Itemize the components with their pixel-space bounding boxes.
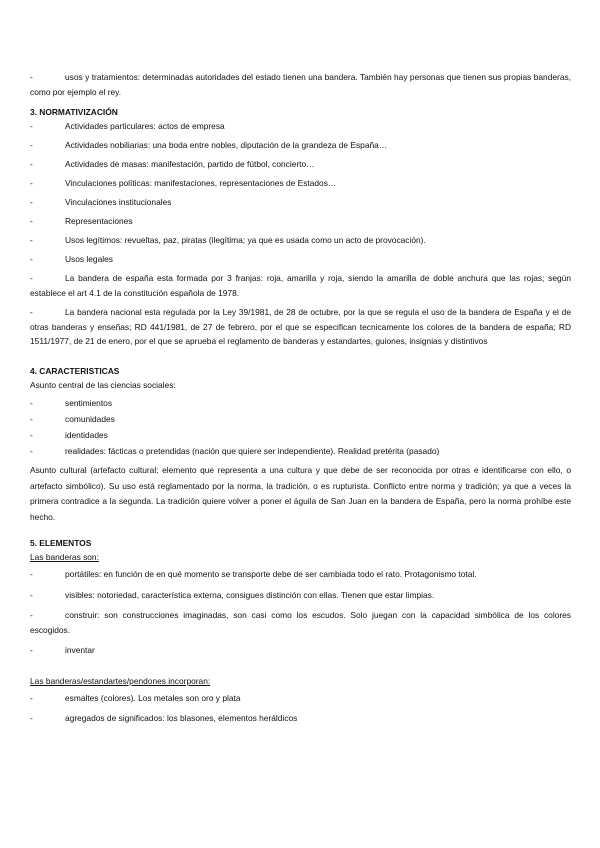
list-item-text: comunidades — [65, 414, 115, 424]
section-4-subtitle: Asunto central de las ciencias sociales: — [30, 379, 176, 390]
list-item-text: esmaltes (colores). Los metales son oro y plata — [65, 692, 241, 703]
flag-description-paragraph — [30, 271, 571, 300]
list-item-text: Actividades de masas: manifestación, partido de fútbol, concierto… — [65, 159, 315, 169]
bullet-dash: - — [30, 414, 33, 424]
bullet-dash: - — [30, 159, 33, 169]
list-item — [30, 176, 571, 191]
bullet-dash: - — [30, 692, 33, 703]
list-item — [30, 233, 571, 248]
section-3-heading: 3. NORMATIVIZACIÓN — [30, 107, 118, 117]
list-item-text: agregados de significados: los blasones, elementos heráldicos — [65, 713, 298, 723]
list-item — [30, 138, 571, 153]
list-item — [30, 252, 571, 267]
list-item — [30, 643, 571, 658]
flag-description-text: La bandera de españa esta formada por 3 franjas: roja, amarilla y roja, siendo la amarilla de doble anchura que las rojas; según establece el art 4.1 de la constitución española de 1978. — [30, 273, 571, 298]
bullet-dash: - — [30, 197, 33, 207]
bullet-dash: - — [30, 713, 33, 723]
list-item — [30, 711, 571, 726]
bullet-dash: - — [30, 140, 33, 150]
list-item-text: Vinculaciones institucionales — [65, 197, 172, 207]
list-item — [30, 427, 571, 443]
construir-text: construir: son construcciones imaginadas, son casi como los escudos. Solo juegan con la capacidad simbólica de los colores escogidos. — [30, 610, 571, 635]
intro-bullet-text: usos y tratamientos: determinadas autoridades del estado tienen una bandera. También hay personas que tienen sus propias banderas, como por ejemplo el rey. — [30, 72, 571, 97]
flag-law-paragraph — [30, 305, 571, 349]
list-item — [30, 411, 571, 427]
bullet-dash: - — [30, 446, 33, 456]
list-item — [30, 157, 571, 172]
bullet-dash: - — [30, 178, 33, 188]
list-item-text: Vinculaciones políticas: manifestaciones, representaciones de Estados… — [65, 178, 337, 188]
list-item-text: Actividades particulares: actos de empresa — [65, 121, 225, 131]
list-item-text: Usos legítimos: revueltas, paz, piratas (ilegítima; ya que es usada como un acto de provocación). — [65, 235, 426, 245]
list-item-text: realidades: fácticas o pretendidas (nación que quiere ser independiente). Realidad pretérita (pasado) — [65, 446, 440, 456]
bullet-dash: - — [30, 589, 33, 600]
bullet-dash: - — [30, 121, 33, 131]
construir-item — [30, 608, 571, 637]
list-item — [30, 119, 571, 134]
section-5-subheading-1: Las banderas son: — [30, 552, 99, 562]
bullet-dash: - — [30, 645, 33, 655]
bullet-dash: - — [30, 610, 33, 620]
list-item — [30, 691, 571, 706]
bullet-dash: - — [30, 235, 33, 245]
bullet-dash: - — [30, 398, 33, 408]
list-item — [30, 567, 571, 582]
list-item-text: Usos legales — [65, 254, 113, 264]
intro-bullet — [30, 70, 571, 99]
bullet-dash: - — [30, 216, 33, 226]
list-item-text: identidades — [65, 430, 108, 440]
bullet-dash: - — [30, 72, 33, 82]
list-item — [30, 588, 571, 603]
bullet-dash: - — [30, 254, 33, 264]
list-item-text: portátiles: en función de en qué momento se transporte debe de ser cambiada todo el rato. Protagonismo total. — [65, 569, 477, 579]
bullet-dash: - — [30, 273, 33, 283]
list-item — [30, 195, 571, 210]
section-5-subheading-2: Las banderas/estandartes/pendones incorporan: — [30, 675, 211, 686]
list-item — [30, 395, 571, 411]
list-item-text: inventar — [65, 645, 95, 655]
list-item — [30, 443, 571, 459]
section-5-heading: 5. ELEMENTOS — [30, 538, 92, 548]
list-item-text: sentimientos — [65, 398, 113, 408]
section-4-heading: 4. CARACTERISTICAS — [30, 365, 120, 376]
bullet-dash: - — [30, 430, 33, 440]
bullet-dash: - — [30, 569, 33, 579]
list-item — [30, 214, 571, 229]
list-item-text: Actividades nobiliarias: una boda entre nobles, diputación de la grandeza de España… — [65, 140, 388, 150]
list-item-text: Representaciones — [65, 216, 133, 226]
list-item-text: visibles: notoriedad, característica externa, consigues distinción con ellas. Tienen que estar limpias. — [65, 589, 435, 600]
document-page — [30, 70, 571, 726]
cultural-paragraph: Asunto cultural (artefacto cultural; elemento que representa a una cultura y que debe de ser reconocida por otras e identificarse con ello, o artefacto simbólico). Su uso está reglamentado por la norma, la tradición, o es rupturista. Conflicto entre norma y tradición; ya que a veces la primera contradice a la segunda. La tradición quiere volver a poner el águila de San Juan en la bandera de España, pero la norma prohíbe este hecho. — [30, 465, 571, 522]
flag-law-text: La bandera nacional esta regulada por la Ley 39/1981, de 28 de octubre, por la que se regula el uso de la bandera de España y el de otras banderas y enseñas; RD 441/1981, de 27 de febrero, por el que se especifican tecnicamente los colores de la bandera de españa; RD 1511/1977, de 21 de enero, por el que se aprueba el reglamento de banderas y estandartes, guiones, insignias y distintivos — [30, 307, 571, 346]
bullet-dash: - — [30, 307, 33, 317]
